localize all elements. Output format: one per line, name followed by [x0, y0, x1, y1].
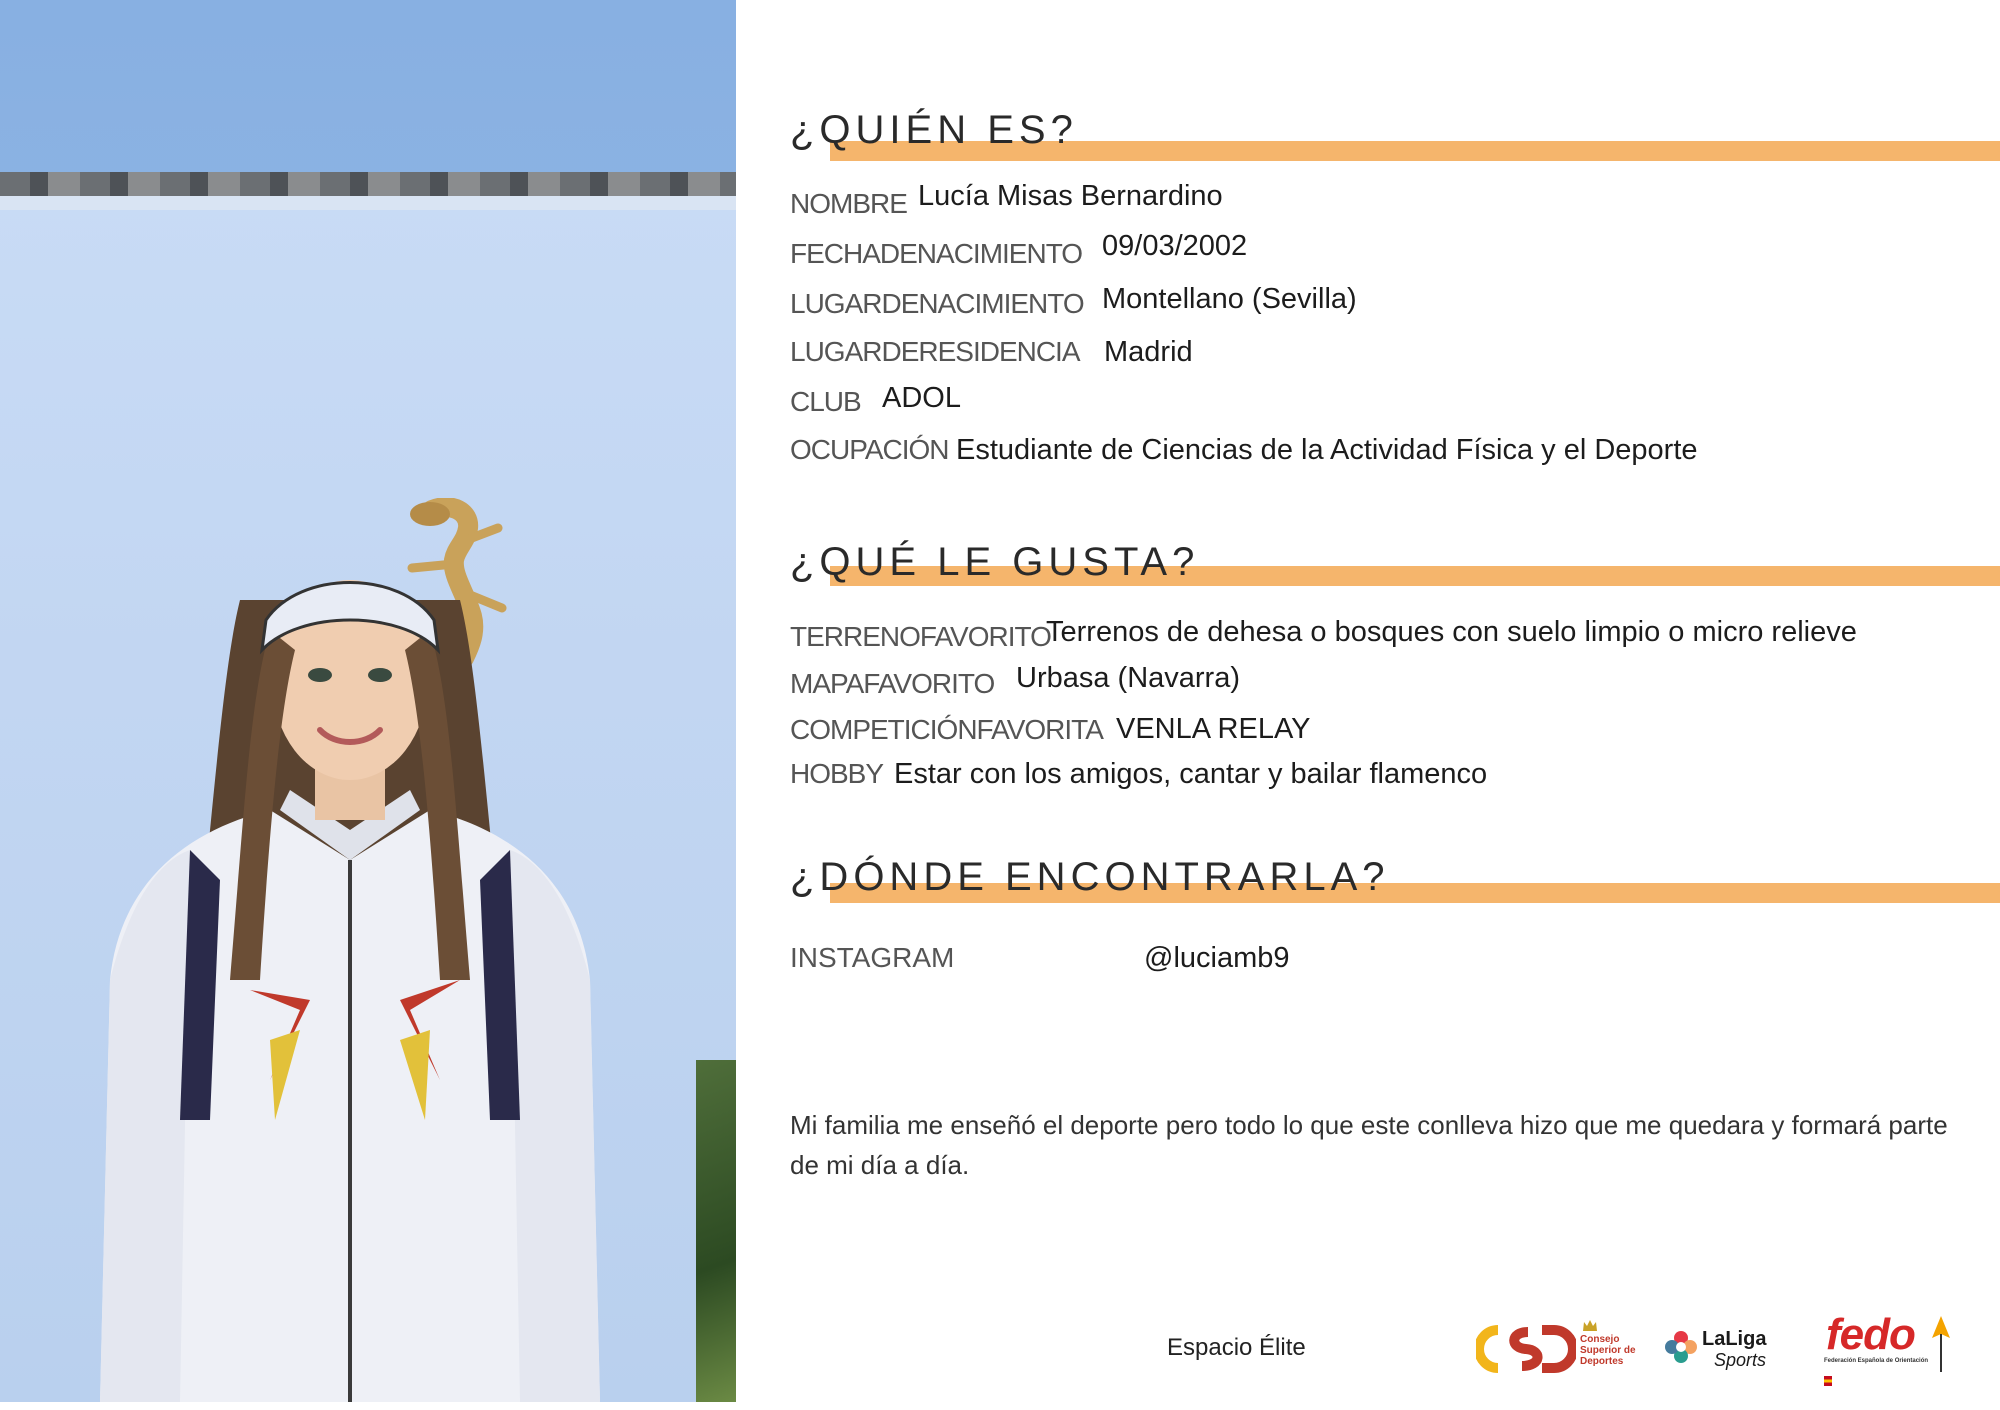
section-title-likes: ¿QUÉ LE GUSTA?: [790, 540, 1200, 584]
label-hobby: HOBBY: [790, 758, 884, 789]
label-terreno-favorito: TERRENOFAVORITO: [790, 621, 1051, 652]
section-title-find: ¿DÓNDE ENCONTRARLA?: [790, 855, 1390, 899]
value-instagram[interactable]: @luciamb9: [1144, 942, 1290, 974]
label-nombre: NOMBRE: [790, 188, 907, 219]
label-fecha-nacimiento: FECHADENACIMIENTO: [790, 238, 1083, 269]
laliga-name: LaLiga: [1702, 1328, 1767, 1350]
footer-espacio-elite: Espacio Élite: [1167, 1334, 1306, 1361]
value-lugar-residencia: Madrid: [1104, 336, 1193, 368]
value-lugar-nacimiento: Montellano (Sevilla): [1102, 283, 1357, 315]
athlete-photo: [0, 0, 736, 1402]
laliga-sub: Sports: [1714, 1350, 1767, 1370]
csd-mark-icon: [1476, 1324, 1576, 1374]
athlete-figure: [70, 560, 630, 1402]
value-competicion-favorita: VENLA RELAY: [1116, 713, 1311, 745]
crown-icon: [1582, 1318, 1598, 1332]
csd-logo: [1476, 1318, 1646, 1378]
photo-leaves: [696, 1060, 736, 1402]
value-fecha-nacimiento: 09/03/2002: [1102, 230, 1248, 262]
csd-logo-text: Consejo Superior de Deportes: [1580, 1334, 1636, 1367]
value-club: ADOL: [882, 382, 961, 414]
label-instagram: INSTAGRAM: [790, 942, 955, 973]
value-ocupacion: Estudiante de Ciencias de la Actividad Física y el Deporte: [956, 434, 1698, 466]
value-nombre: Lucía Misas Bernardino: [918, 180, 1223, 212]
section-title-who: ¿QUIÉN ES?: [790, 108, 1078, 152]
label-lugar-residencia: LUGARDERESIDENCIA: [790, 336, 1080, 367]
value-hobby: Estar con los amigos, cantar y bailar flamenco: [894, 758, 1488, 790]
athlete-quote: Mi familia me enseñó el deporte pero todo lo que este conlleva hizo que me quedara y formará parte de mi día a día.: [790, 1110, 1948, 1180]
photo-wall-edge: [0, 196, 736, 210]
label-club: CLUB: [790, 386, 861, 417]
label-competicion-favorita: COMPETICIÓNFAVORITA: [790, 714, 1103, 745]
value-terreno-favorito: Terrenos de dehesa o bosques con suelo limpio o micro relieve: [1046, 616, 1857, 648]
fedo-flag-stripe: [1824, 1376, 1832, 1386]
fedo-sub: Federación Española de Orientación: [1824, 1358, 1929, 1364]
label-lugar-nacimiento: LUGARDENACIMIENTO: [790, 288, 1084, 319]
laliga-petal-icon: [1664, 1330, 1698, 1364]
fedo-name: fedo: [1826, 1310, 1915, 1359]
label-ocupacion: OCUPACIÓN: [790, 434, 949, 465]
label-mapa-favorito: MAPAFAVORITO: [790, 668, 995, 699]
fedo-logo: [1818, 1310, 1958, 1386]
laliga-sports-logo: [1664, 1324, 1776, 1376]
value-mapa-favorito: Urbasa (Navarra): [1016, 662, 1240, 694]
